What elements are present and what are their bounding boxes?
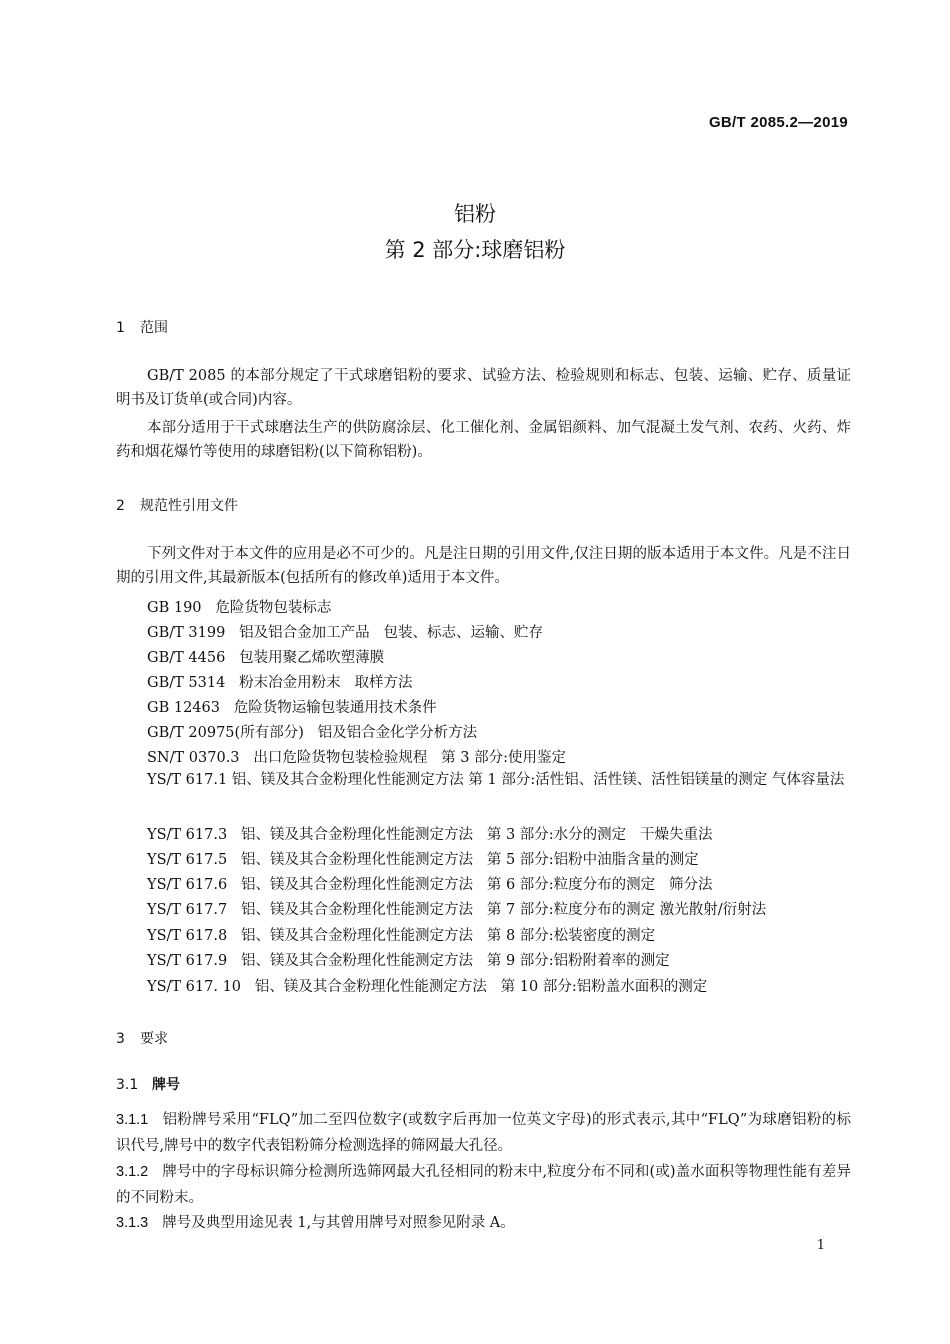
reference-item: GB/T 20975(所有部分) 铝及铝合金化学分析方法: [147, 725, 478, 741]
clause-text: 牌号中的字母标识筛分检测所选筛网最大孔径相同的粉末中,粒度分布不同和(或)盖水面积等物理性能有差异的不同粉末。: [116, 1164, 851, 1206]
document-title: 铝粉: [454, 202, 496, 226]
normative-intro: 下列文件对于本文件的应用是必不可少的。凡是注日期的引用文件,仅注日期的版本适用于本文件。凡是不注日期的引用文件,其最新版本(包括所有的修改单)适用于本文件。: [116, 546, 851, 586]
page-number: 1: [816, 1238, 825, 1253]
section-number: 3: [116, 1031, 125, 1047]
section-number: 2: [116, 498, 125, 514]
section-title: 要求: [140, 1031, 168, 1047]
clause-number: 3.1.3: [116, 1215, 149, 1231]
scope-paragraph-2: 本部分适用于干式球磨法生产的供防腐涂层、化工催化剂、金属铝颜料、加气混凝土发气剂、农药、火药、炸药和烟花爆竹等使用的球磨铝粉(以下简称铝粉)。: [116, 420, 851, 460]
reference-item: YS/T 617.8 铝、镁及其合金粉理化性能测定方法 第 8 部分:松装密度的测定: [147, 928, 656, 944]
reference-item: YS/T 617.3 铝、镁及其合金粉理化性能测定方法 第 3 部分:水分的测定 干燥失重法: [147, 827, 713, 843]
subsection-number: 3.1: [116, 1077, 139, 1093]
clause-number: 3.1.2: [116, 1164, 149, 1180]
clause-number: 3.1.1: [116, 1112, 149, 1128]
reference-item: YS/T 617.6 铝、镁及其合金粉理化性能测定方法 第 6 部分:粒度分布的测定 筛分法: [147, 877, 713, 893]
reference-item: YS/T 617. 10 铝、镁及其合金粉理化性能测定方法 第 10 部分:铝粉盖水面积的测定: [147, 979, 708, 995]
reference-item: GB 190 危险货物包装标志: [147, 600, 332, 616]
subsection-3-1-heading: [116, 1074, 180, 1094]
standard-code: GB/T 2085.2—2019: [708, 114, 848, 131]
reference-item: YS/T 617.7 铝、镁及其合金粉理化性能测定方法 第 7 部分:粒度分布的测定 激光散射/衍射法: [147, 902, 767, 918]
reference-item: SN/T 0370.3 出口危险货物包装检验规程 第 3 部分:使用鉴定: [147, 750, 567, 766]
subsection-title: 牌号: [152, 1077, 180, 1093]
clause-3-1-2: [116, 1159, 851, 1211]
reference-item: YS/T 617.9 铝、镁及其合金粉理化性能测定方法 第 9 部分:铝粉附着率的测定: [147, 953, 670, 969]
section-title: 规范性引用文件: [140, 498, 238, 514]
reference-item: GB/T 4456 包装用聚乙烯吹塑薄膜: [147, 650, 385, 666]
section-number: 1: [116, 320, 125, 336]
clause-3-1-3: [116, 1210, 851, 1236]
reference-item: YS/T 617.5 铝、镁及其合金粉理化性能测定方法 第 5 部分:铝粉中油脂含量的测定: [147, 852, 699, 868]
clause-text: 牌号及典型用途见表 1,与其曾用牌号对照参见附录 A。: [162, 1215, 515, 1231]
section-1-heading: [116, 317, 168, 337]
section-title: 范围: [140, 320, 168, 336]
reference-item: GB/T 5314 粉末冶金用粉末 取样方法: [147, 675, 413, 691]
reference-item: GB 12463 危险货物运输包装通用技术条件: [147, 700, 437, 716]
section-2-heading: [116, 495, 238, 515]
clause-text: 铝粉牌号采用“FLQ”加二至四位数字(或数字后再加一位英文字母)的形式表示,其中“FLQ”为球磨铝粉的标识代号,牌号中的数字代表铝粉筛分检测选择的筛网最大孔径。: [116, 1112, 851, 1154]
scope-paragraph-1: GB/T 2085 的本部分规定了干式球磨铝粉的要求、试验方法、检验规则和标志、包装、运输、贮存、质量证明书及订货单(或合同)内容。: [116, 368, 851, 408]
document-subtitle: 第 2 部分:球磨铝粉: [384, 238, 566, 262]
clause-3-1-1: [116, 1107, 851, 1159]
reference-item: GB/T 3199 铝及铝合金加工产品 包装、标志、运输、贮存: [147, 625, 543, 641]
reference-item-wrapped: YS/T 617.1 铝、镁及其合金粉理化性能测定方法 第 1 部分:活性铝、活性镁、活性铝镁量的测定 气体容量法: [147, 772, 845, 788]
section-3-heading: [116, 1028, 168, 1048]
